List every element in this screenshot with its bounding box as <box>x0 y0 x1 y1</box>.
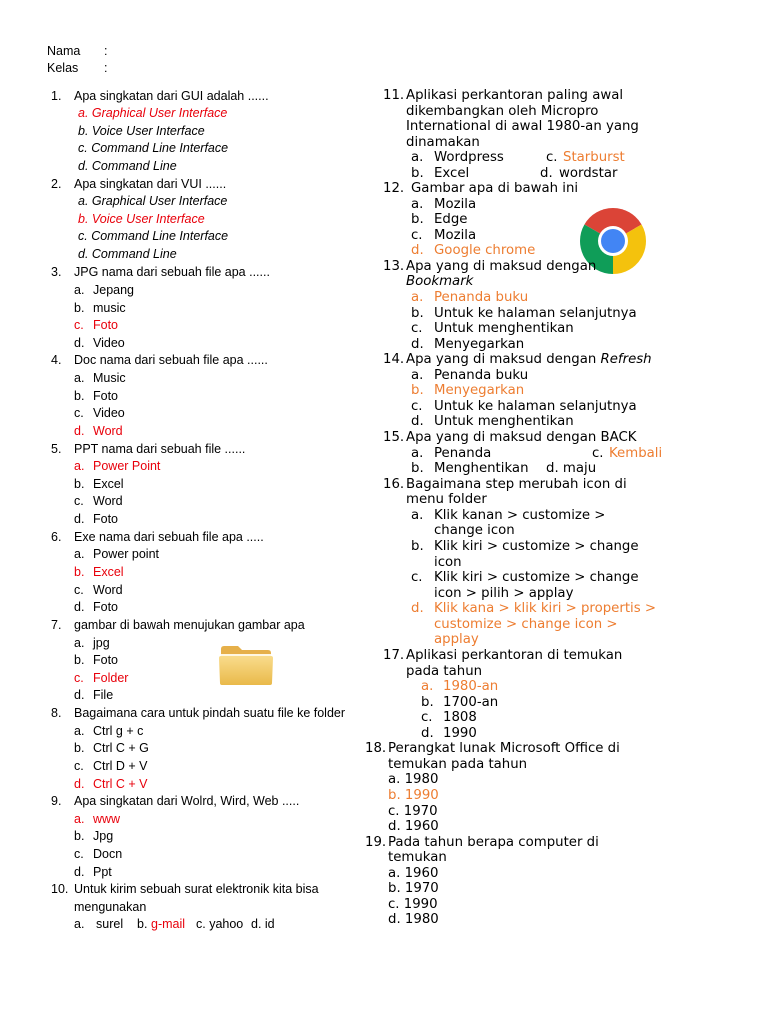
q9-number: 9. <box>51 794 62 808</box>
q16-option-a-letter: a. <box>411 508 424 523</box>
q14-option-b-letter: b. <box>411 383 424 398</box>
q12-number: 12. <box>383 181 405 196</box>
q4-option-b-letter: b. <box>74 389 85 403</box>
q6-option-b: Excel <box>93 565 124 579</box>
q19-number: 19. <box>365 835 387 850</box>
q11-question-line-3: International di awal 1980-an yang <box>406 119 639 134</box>
q19-option-c: c. 1990 <box>388 897 438 912</box>
q5-option-d-letter: d. <box>74 512 85 526</box>
q8-option-b: Ctrl C + G <box>93 741 149 755</box>
q6-option-b-letter: b. <box>74 565 85 579</box>
q3-number: 3. <box>51 265 62 279</box>
q4-option-c: Video <box>93 406 125 420</box>
q6-option-c: Word <box>93 583 123 597</box>
q3-option-b-letter: b. <box>74 301 85 315</box>
q11-option-d-letter: d. <box>540 166 553 181</box>
q19-option-b: b. 1970 <box>388 881 439 896</box>
q17-option-b: 1700-an <box>443 695 499 710</box>
q9-option-a: www <box>93 812 121 826</box>
q7-number: 7. <box>51 618 62 632</box>
q12-option-b-letter: b. <box>411 212 424 227</box>
q12-option-d-letter: d. <box>411 243 424 258</box>
q13-option-b: Untuk ke halaman selanjutnya <box>434 306 637 321</box>
q10-question-line-1: Untuk kirim sebuah surat elektronik kita bisa <box>74 882 319 896</box>
q16-option-d-line-1: Klik kana > klik kiri > propertis > <box>434 601 657 616</box>
q9-option-b: Jpg <box>93 829 114 843</box>
q11-option-a-letter: a. <box>411 150 424 165</box>
q13-option-a-letter: a. <box>411 290 424 305</box>
q13-number: 13. <box>383 259 405 274</box>
q6-option-a: Power point <box>93 547 160 561</box>
q19-question-line-2: temukan <box>388 850 447 865</box>
q16-option-d-line-2: customize > change icon > <box>434 617 618 632</box>
q12-option-a: Mozila <box>434 197 477 212</box>
q10-option-a: surel <box>96 917 124 931</box>
q11-option-c: Starburst <box>563 150 625 165</box>
q11-option-d: wordstar <box>559 166 618 181</box>
q5-option-a: Power Point <box>93 459 161 473</box>
q13-option-d-letter: d. <box>411 337 424 352</box>
q19-option-d: d. 1980 <box>388 912 439 927</box>
q8-option-c: Ctrl D + V <box>93 759 148 773</box>
q15-option-b: Menghentikan <box>434 461 529 476</box>
q11-question-line-4: dinamakan <box>406 135 480 150</box>
q13-option-d: Menyegarkan <box>434 337 525 352</box>
q17-option-c-letter: c. <box>421 710 433 725</box>
q16-option-c-line-1: Klik kiri > customize > change <box>434 570 639 585</box>
q10-option-b: g-mail <box>151 917 186 931</box>
q10-option-b-letter: b. <box>137 917 148 931</box>
q2-question: Apa singkatan dari VUI ...... <box>74 177 227 191</box>
q14-option-c-letter: c. <box>411 399 423 414</box>
q8-option-a: Ctrl g + c <box>93 724 144 738</box>
q9-option-d-letter: d. <box>74 865 85 879</box>
q3-option-b: music <box>93 301 126 315</box>
q1-option-a: a. Graphical User Interface <box>78 106 228 120</box>
q3-option-a: Jepang <box>93 283 135 297</box>
q12-option-c-letter: c. <box>411 228 423 243</box>
q10-option-c: c. yahoo <box>196 917 244 931</box>
q12-question: Gambar apa di bawah ini <box>411 181 579 196</box>
q1-number: 1. <box>51 89 62 103</box>
q17-question-line-2: pada tahun <box>406 664 483 679</box>
q1-option-b: b. Voice User Interface <box>78 124 205 138</box>
q10-option-d: d. id <box>251 917 275 931</box>
q16-option-a-line-1: Klik kanan > customize > <box>434 508 606 523</box>
q8-question: Bagaimana cara untuk pindah suatu file ke folder <box>74 706 346 720</box>
q4-option-d: Word <box>93 424 123 438</box>
q3-option-c: Foto <box>93 318 119 332</box>
q6-option-d: Foto <box>93 600 119 614</box>
q14-option-a-letter: a. <box>411 368 424 383</box>
q11-option-a: Wordpress <box>434 150 504 165</box>
q14-option-d-letter: d. <box>411 414 424 429</box>
q10-number: 10. <box>51 882 69 896</box>
q4-option-c-letter: c. <box>74 406 84 420</box>
q15-option-c: Kembali <box>609 446 663 461</box>
q9-option-c-letter: c. <box>74 847 84 861</box>
q18-question-line-2: temukan pada tahun <box>388 757 528 772</box>
q2-option-d: d. Command Line <box>78 247 177 261</box>
q2-number: 2. <box>51 177 62 191</box>
q18-option-b: b. 1990 <box>388 788 439 803</box>
q14-number: 14. <box>383 352 405 367</box>
q4-option-a: Music <box>93 371 126 385</box>
q1-option-c: c. Command Line Interface <box>78 141 229 155</box>
q8-option-d: Ctrl C + V <box>93 777 148 791</box>
q12-option-b: Edge <box>434 212 468 227</box>
q3-option-d-letter: d. <box>74 336 85 350</box>
q19-option-a: a. 1960 <box>388 866 439 881</box>
q1-question: Apa singkatan dari GUI adalah ...... <box>74 89 269 103</box>
q9-option-c: Docn <box>93 847 123 861</box>
q11-question-line-2: dikembangkan oleh Micropro <box>406 104 599 119</box>
q16-option-b-letter: b. <box>411 539 424 554</box>
q12-option-c: Mozila <box>434 228 477 243</box>
q10-question-line-2: mengunakan <box>74 900 147 914</box>
q5-number: 5. <box>51 442 62 456</box>
q13-question-line-1: Apa yang di maksud dengan <box>406 259 597 274</box>
q18-option-c: c. 1970 <box>388 804 438 819</box>
q8-option-c-letter: c. <box>74 759 84 773</box>
q17-option-a: 1980-an <box>443 679 499 694</box>
q14-question-text: Apa yang di maksud dengan <box>406 352 601 367</box>
q16-question-line-2: menu folder <box>406 492 487 507</box>
q9-option-d: Ppt <box>93 865 112 879</box>
q5-option-d: Foto <box>93 512 119 526</box>
q17-number: 17. <box>383 648 405 663</box>
q17-option-c: 1808 <box>443 710 477 725</box>
nama-label: Nama <box>47 44 81 58</box>
q16-option-b-line-2: icon <box>434 555 462 570</box>
q5-option-a-letter: a. <box>74 459 85 473</box>
q16-option-d-letter: d. <box>411 601 424 616</box>
q16-option-c-line-2: icon > pilih > applay <box>434 586 574 601</box>
q3-option-a-letter: a. <box>74 283 85 297</box>
kelas-colon: : <box>104 61 108 75</box>
q13-option-a: Penanda buku <box>434 290 529 305</box>
q2-option-a: a. Graphical User Interface <box>78 194 228 208</box>
q9-option-b-letter: b. <box>74 829 85 843</box>
q6-option-a-letter: a. <box>74 547 85 561</box>
q2-option-c: c. Command Line Interface <box>78 229 229 243</box>
q17-option-a-letter: a. <box>421 679 434 694</box>
q7-option-c-letter: c. <box>74 671 84 685</box>
q19-question-line-1: Pada tahun berapa computer di <box>388 835 599 850</box>
q13-question-line-2: Bookmark <box>406 274 474 289</box>
q16-number: 16. <box>383 477 405 492</box>
q4-option-b: Foto <box>93 389 119 403</box>
q4-number: 4. <box>51 353 62 367</box>
q14-question-term: Refresh <box>600 352 652 367</box>
q7-question: gambar di bawah menujukan gambar apa <box>74 618 305 632</box>
q12-option-a-letter: a. <box>411 197 424 212</box>
q14-option-b: Menyegarkan <box>434 383 525 398</box>
q6-number: 6. <box>51 530 62 544</box>
q13-option-c-letter: c. <box>411 321 423 336</box>
q17-option-d: 1990 <box>443 726 477 741</box>
q15-option-a-letter: a. <box>411 446 424 461</box>
q10-option-a-letter: a. <box>74 917 85 931</box>
kelas-label: Kelas <box>47 61 79 75</box>
q13-option-c: Untuk menghentikan <box>434 321 574 336</box>
q7-option-a: jpg <box>93 636 110 650</box>
q4-option-a-letter: a. <box>74 371 85 385</box>
q7-option-d-letter: d. <box>74 688 85 702</box>
q6-option-c-letter: c. <box>74 583 84 597</box>
q15-option-b-letter: b. <box>411 461 424 476</box>
nama-colon: : <box>104 44 108 58</box>
q14-option-a: Penanda buku <box>434 368 529 383</box>
q5-option-c: Word <box>93 494 123 508</box>
q14-question <box>406 352 652 368</box>
q18-question-line-1: Perangkat lunak Microsoft Office di <box>388 741 620 756</box>
q7-option-d: File <box>93 688 114 702</box>
q16-option-b-line-1: Klik kiri > customize > change <box>434 539 639 554</box>
q8-option-d-letter: d. <box>74 777 85 791</box>
q3-question: JPG nama dari sebuah file apa ...... <box>74 265 270 279</box>
q11-number: 11. <box>383 88 405 103</box>
q7-option-b: Foto <box>93 653 119 667</box>
q5-question: PPT nama dari sebuah file ...... <box>74 442 246 456</box>
q15-option-c-letter: c. <box>592 446 604 461</box>
q4-option-d-letter: d. <box>74 424 85 438</box>
q11-question-line-1: Aplikasi perkantoran paling awal <box>406 88 624 103</box>
q8-number: 8. <box>51 706 62 720</box>
q15-question: Apa yang di maksud dengan BACK <box>406 430 637 445</box>
q6-question: Exe nama dari sebuah file apa ..... <box>74 530 264 544</box>
q17-question-line-1: Aplikasi perkantoran di temukan <box>406 648 623 663</box>
q14-option-d: Untuk menghentikan <box>434 414 574 429</box>
q6-option-d-letter: d. <box>74 600 85 614</box>
q7-option-a-letter: a. <box>74 636 85 650</box>
q15-option-a: Penanda <box>434 446 492 461</box>
q8-option-a-letter: a. <box>74 724 85 738</box>
q17-option-b-letter: b. <box>421 695 434 710</box>
q2-option-b: b. Voice User Interface <box>78 212 205 226</box>
q14-option-c: Untuk ke halaman selanjutnya <box>434 399 637 414</box>
q9-option-a-letter: a. <box>74 812 85 826</box>
q17-option-d-letter: d. <box>421 726 434 741</box>
q18-number: 18. <box>365 741 387 756</box>
q18-option-a: a. 1980 <box>388 772 439 787</box>
q11-option-b: Excel <box>434 166 470 181</box>
q15-number: 15. <box>383 430 405 445</box>
q1-option-d: d. Command Line <box>78 159 177 173</box>
q5-option-b-letter: b. <box>74 477 85 491</box>
q16-option-d-line-3: applay <box>434 632 479 647</box>
q11-option-c-letter: c. <box>546 150 558 165</box>
q3-option-c-letter: c. <box>74 318 84 332</box>
q16-option-a-line-2: change icon <box>434 523 515 538</box>
q9-question: Apa singkatan dari Wolrd, Wird, Web ..... <box>74 794 300 808</box>
q18-option-d: d. 1960 <box>388 819 439 834</box>
q7-option-c: Folder <box>93 671 129 685</box>
q16-option-c-letter: c. <box>411 570 423 585</box>
q7-option-b-letter: b. <box>74 653 85 667</box>
q11-option-b-letter: b. <box>411 166 424 181</box>
q12-option-d: Google chrome <box>434 243 536 258</box>
q8-option-b-letter: b. <box>74 741 85 755</box>
folder-icon <box>218 643 274 687</box>
q16-question-line-1: Bagaimana step merubah icon di <box>406 477 627 492</box>
q13-option-b-letter: b. <box>411 306 424 321</box>
q3-option-d: Video <box>93 336 125 350</box>
q4-question: Doc nama dari sebuah file apa ...... <box>74 353 268 367</box>
q5-option-c-letter: c. <box>74 494 84 508</box>
q15-option-d: d. maju <box>546 461 597 476</box>
q5-option-b: Excel <box>93 477 124 491</box>
